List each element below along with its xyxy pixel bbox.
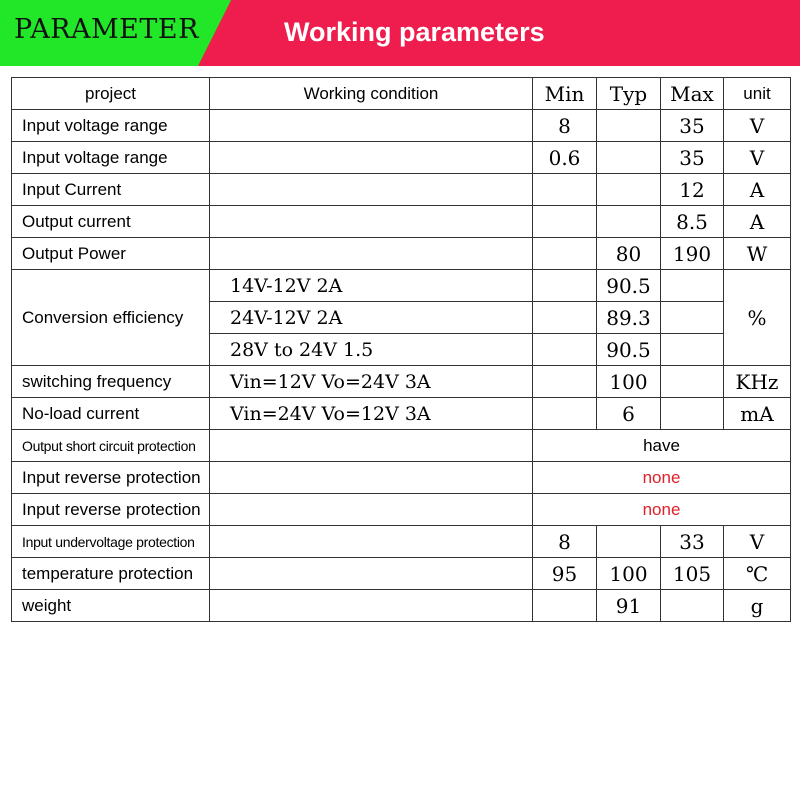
- cell-condition: [210, 142, 533, 174]
- cell-condition: 28V to 24V 1.5: [210, 334, 533, 366]
- cell-typ: [597, 174, 661, 206]
- header-min: Min: [533, 78, 597, 110]
- table-row: [12, 110, 791, 142]
- cell-max: 35: [661, 110, 724, 142]
- cell-typ: 100: [597, 558, 661, 590]
- cell-min: [533, 366, 597, 398]
- banner-title: Working parameters: [284, 17, 545, 47]
- cell-project: weight: [12, 590, 210, 622]
- cell-typ: 90.5: [597, 334, 661, 366]
- cell-project: switching frequency: [12, 366, 210, 398]
- cell-min: [533, 334, 597, 366]
- header-banner: [0, 0, 800, 70]
- cell-typ: [597, 110, 661, 142]
- cell-max: [661, 302, 724, 334]
- cell-min: [533, 206, 597, 238]
- cell-max: 8.5: [661, 206, 724, 238]
- table-row: [12, 206, 791, 238]
- header-max: Max: [661, 78, 724, 110]
- cell-min: [533, 302, 597, 334]
- cell-unit: V: [724, 526, 791, 558]
- cell-max: 105: [661, 558, 724, 590]
- cell-min: 8: [533, 526, 597, 558]
- cell-typ: [597, 142, 661, 174]
- table-row: [12, 430, 791, 462]
- cell-unit: %: [724, 270, 791, 366]
- cell-min: [533, 270, 597, 302]
- cell-value: none: [533, 462, 791, 494]
- cell-max: [661, 270, 724, 302]
- cell-project: No-load current: [12, 398, 210, 430]
- cell-typ: 80: [597, 238, 661, 270]
- header-typ: Typ: [597, 78, 661, 110]
- cell-condition: [210, 110, 533, 142]
- cell-project: Input undervoltage protection: [12, 526, 210, 558]
- cell-condition: 14V-12V 2A: [210, 270, 533, 302]
- cell-value: none: [533, 494, 791, 526]
- cell-max: [661, 398, 724, 430]
- cell-condition: [210, 494, 533, 526]
- cell-typ: 89.3: [597, 302, 661, 334]
- table-row: [12, 142, 791, 174]
- cell-typ: 91: [597, 590, 661, 622]
- cell-min: 8: [533, 110, 597, 142]
- cell-value: have: [533, 430, 791, 462]
- table-row: [12, 462, 791, 494]
- header-unit: unit: [724, 78, 791, 110]
- cell-typ: [597, 526, 661, 558]
- table-header-row: [12, 78, 791, 110]
- cell-typ: 6: [597, 398, 661, 430]
- cell-project: Output Power: [12, 238, 210, 270]
- header-condition: Working condition: [210, 78, 533, 110]
- cell-unit: g: [724, 590, 791, 622]
- cell-unit: A: [724, 206, 791, 238]
- cell-project: Conversion efficiency: [12, 270, 210, 366]
- cell-project: temperature protection: [12, 558, 210, 590]
- cell-condition: [210, 238, 533, 270]
- table-row-efficiency: [12, 270, 791, 302]
- table-row: [12, 238, 791, 270]
- cell-project: Input Current: [12, 174, 210, 206]
- cell-condition: [210, 206, 533, 238]
- cell-project: Output short circuit protection: [12, 430, 210, 462]
- cell-unit: W: [724, 238, 791, 270]
- cell-max: 33: [661, 526, 724, 558]
- cell-condition: [210, 558, 533, 590]
- cell-max: [661, 334, 724, 366]
- cell-unit: A: [724, 174, 791, 206]
- table-row: [12, 398, 791, 430]
- cell-project: Input voltage range: [12, 110, 210, 142]
- table-row: [12, 558, 791, 590]
- cell-condition: [210, 526, 533, 558]
- table-row: [12, 590, 791, 622]
- cell-min: [533, 398, 597, 430]
- cell-max: [661, 590, 724, 622]
- cell-max: 190: [661, 238, 724, 270]
- cell-condition: Vin=24V Vo=12V 3A: [210, 398, 533, 430]
- cell-max: [661, 366, 724, 398]
- parameters-table: [11, 77, 791, 622]
- cell-project: Input reverse protection: [12, 494, 210, 526]
- cell-project: Input reverse protection: [12, 462, 210, 494]
- table-row: [12, 526, 791, 558]
- cell-min: [533, 174, 597, 206]
- cell-condition: 24V-12V 2A: [210, 302, 533, 334]
- cell-project: Output current: [12, 206, 210, 238]
- table-row: [12, 366, 791, 398]
- cell-min: [533, 590, 597, 622]
- banner-parameter-label: PARAMETER: [14, 14, 199, 45]
- cell-max: 12: [661, 174, 724, 206]
- cell-min: [533, 238, 597, 270]
- cell-condition: [210, 174, 533, 206]
- cell-condition: [210, 462, 533, 494]
- cell-unit: V: [724, 142, 791, 174]
- cell-min: 0.6: [533, 142, 597, 174]
- cell-min: 95: [533, 558, 597, 590]
- cell-unit: mA: [724, 398, 791, 430]
- table-row: [12, 494, 791, 526]
- cell-typ: 90.5: [597, 270, 661, 302]
- cell-condition: [210, 430, 533, 462]
- header-project: project: [12, 78, 210, 110]
- cell-unit: KHz: [724, 366, 791, 398]
- cell-unit: ℃: [724, 558, 791, 590]
- cell-typ: [597, 206, 661, 238]
- cell-project: Input voltage range: [12, 142, 210, 174]
- cell-condition: Vin=12V Vo=24V 3A: [210, 366, 533, 398]
- cell-max: 35: [661, 142, 724, 174]
- cell-typ: 100: [597, 366, 661, 398]
- cell-unit: V: [724, 110, 791, 142]
- table-row: [12, 174, 791, 206]
- cell-condition: [210, 590, 533, 622]
